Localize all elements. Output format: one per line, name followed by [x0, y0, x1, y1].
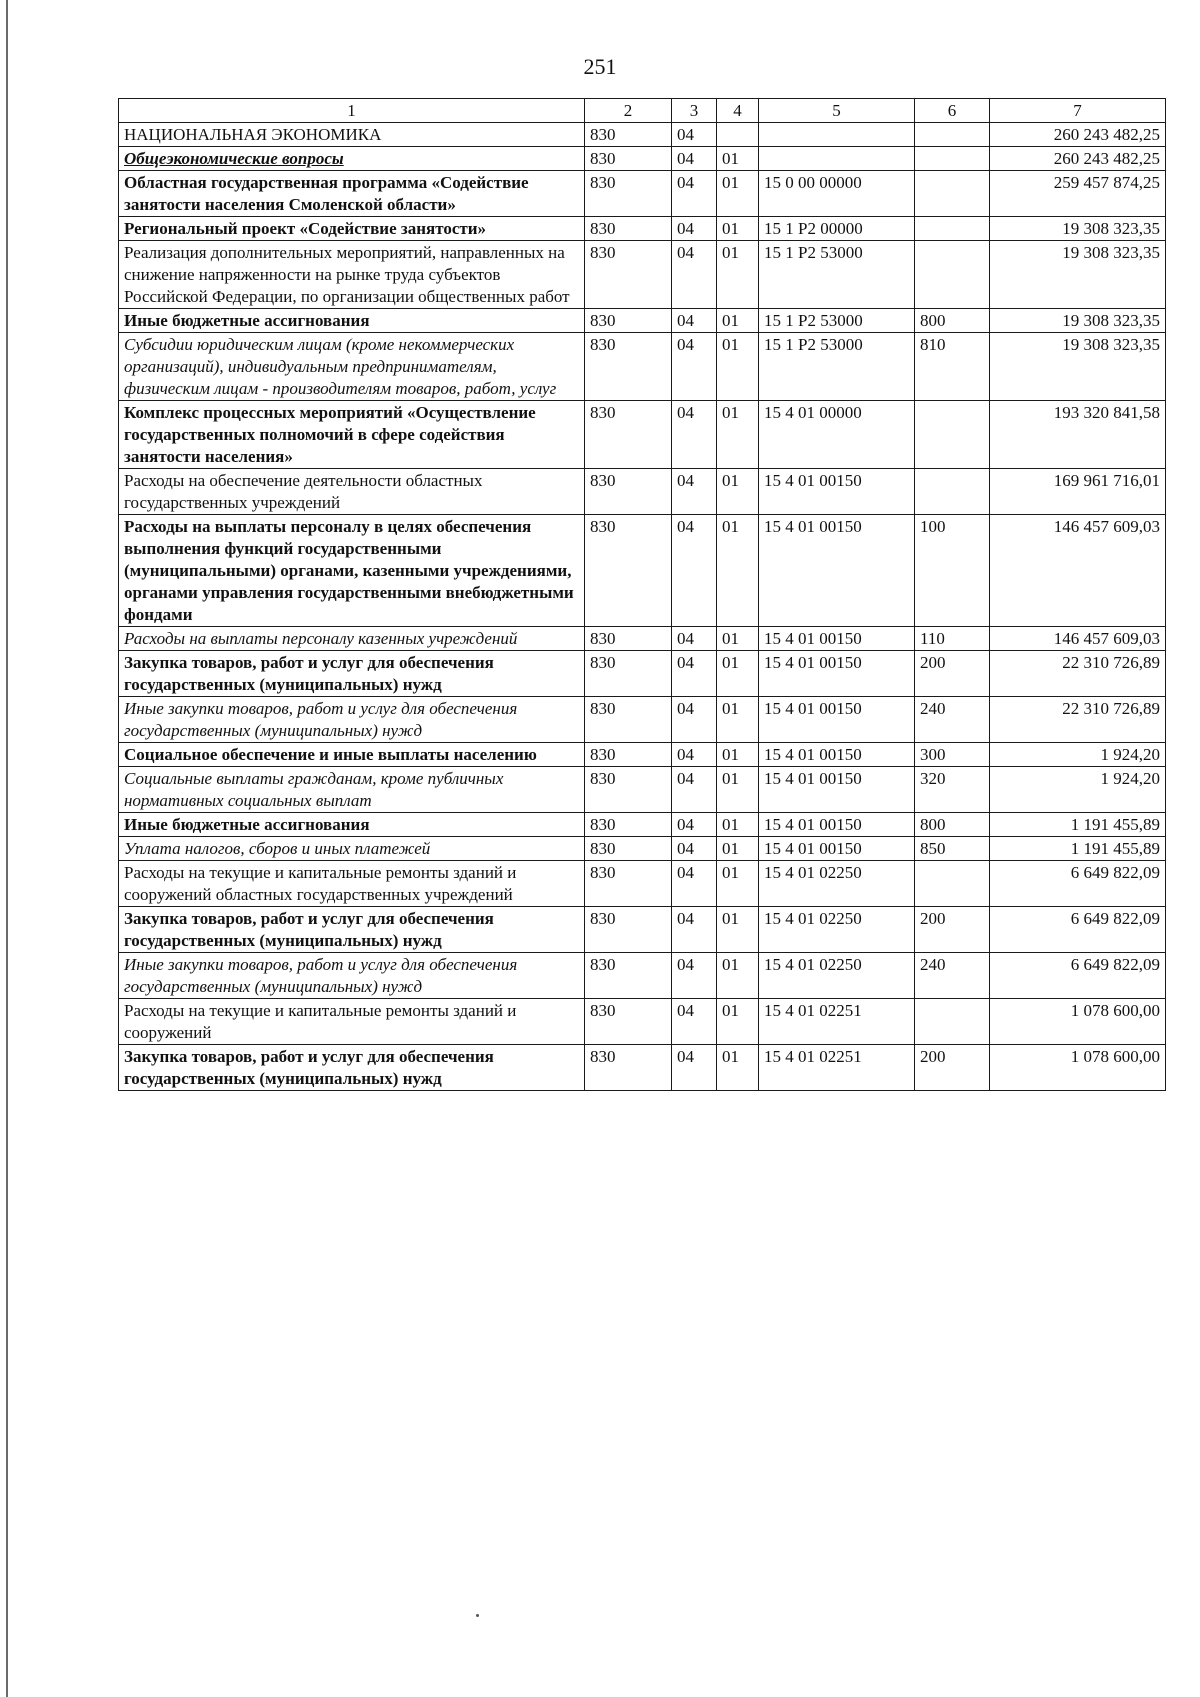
expense-type-cell: 200 — [915, 651, 990, 697]
row-name-cell: Иные закупки товаров, работ и услуг для обеспечения государственных (муниципальных) нужд — [119, 953, 585, 999]
table-row — [119, 1045, 1166, 1091]
table-row — [119, 515, 1166, 627]
expense-type-cell: 200 — [915, 907, 990, 953]
section-cell: 04 — [672, 813, 717, 837]
rzd-cell: 830 — [585, 469, 672, 515]
target-article-cell: 15 4 01 02250 — [759, 953, 915, 999]
table-row — [119, 813, 1166, 837]
header-cell: 3 — [672, 99, 717, 123]
table-row — [119, 171, 1166, 217]
section-cell: 04 — [672, 401, 717, 469]
section-cell: 04 — [672, 837, 717, 861]
amount-cell: 193 320 841,58 — [990, 401, 1166, 469]
subsection-cell: 01 — [717, 861, 759, 907]
subsection-cell: 01 — [717, 813, 759, 837]
amount-cell: 260 243 482,25 — [990, 147, 1166, 171]
subsection-cell: 01 — [717, 697, 759, 743]
table-row — [119, 767, 1166, 813]
target-article-cell: 15 1 Р2 53000 — [759, 241, 915, 309]
amount-cell: 1 191 455,89 — [990, 837, 1166, 861]
rzd-cell: 830 — [585, 123, 672, 147]
rzd-cell: 830 — [585, 333, 672, 401]
amount-cell: 169 961 716,01 — [990, 469, 1166, 515]
rzd-cell: 830 — [585, 813, 672, 837]
table-row — [119, 651, 1166, 697]
subsection-cell: 01 — [717, 743, 759, 767]
subsection-cell: 01 — [717, 469, 759, 515]
amount-cell: 19 308 323,35 — [990, 217, 1166, 241]
target-article-cell: 15 1 Р2 00000 — [759, 217, 915, 241]
section-cell: 04 — [672, 147, 717, 171]
rzd-cell: 830 — [585, 907, 672, 953]
rzd-cell: 830 — [585, 171, 672, 217]
row-name-cell: Расходы на выплаты персоналу казенных учреждений — [119, 627, 585, 651]
table-row — [119, 123, 1166, 147]
subsection-cell: 01 — [717, 171, 759, 217]
page-number: 251 — [583, 54, 617, 79]
table-row — [119, 147, 1166, 171]
expense-type-cell: 110 — [915, 627, 990, 651]
section-cell: 04 — [672, 333, 717, 401]
target-article-cell: 15 4 01 00150 — [759, 469, 915, 515]
rzd-cell: 830 — [585, 1045, 672, 1091]
table-row — [119, 743, 1166, 767]
section-cell: 04 — [672, 171, 717, 217]
table-row — [119, 627, 1166, 651]
section-cell: 04 — [672, 309, 717, 333]
rzd-cell: 830 — [585, 953, 672, 999]
section-cell: 04 — [672, 241, 717, 309]
expense-type-cell: 320 — [915, 767, 990, 813]
table-row — [119, 907, 1166, 953]
header-cell: 7 — [990, 99, 1166, 123]
amount-cell: 146 457 609,03 — [990, 627, 1166, 651]
subsection-cell: 01 — [717, 515, 759, 627]
amount-cell: 19 308 323,35 — [990, 241, 1166, 309]
row-name-cell: Уплата налогов, сборов и иных платежей — [119, 837, 585, 861]
amount-cell: 6 649 822,09 — [990, 861, 1166, 907]
subsection-cell: 01 — [717, 333, 759, 401]
section-cell: 04 — [672, 767, 717, 813]
subsection-cell: 01 — [717, 217, 759, 241]
row-name-cell: Закупка товаров, работ и услуг для обеспечения государственных (муниципальных) нужд — [119, 651, 585, 697]
amount-cell: 19 308 323,35 — [990, 333, 1166, 401]
rzd-cell: 830 — [585, 515, 672, 627]
subsection-cell — [717, 123, 759, 147]
expense-type-cell — [915, 217, 990, 241]
table-row — [119, 217, 1166, 241]
subsection-cell: 01 — [717, 837, 759, 861]
amount-cell: 260 243 482,25 — [990, 123, 1166, 147]
target-article-cell: 15 4 01 00000 — [759, 401, 915, 469]
section-cell: 04 — [672, 123, 717, 147]
amount-cell: 1 924,20 — [990, 767, 1166, 813]
target-article-cell: 15 4 01 00150 — [759, 627, 915, 651]
subsection-cell: 01 — [717, 401, 759, 469]
rzd-cell: 830 — [585, 837, 672, 861]
amount-cell: 22 310 726,89 — [990, 651, 1166, 697]
target-article-cell: 15 1 Р2 53000 — [759, 333, 915, 401]
expense-type-cell: 200 — [915, 1045, 990, 1091]
rzd-cell: 830 — [585, 743, 672, 767]
rzd-cell: 830 — [585, 241, 672, 309]
section-cell: 04 — [672, 999, 717, 1045]
subsection-cell: 01 — [717, 1045, 759, 1091]
page-left-edge — [6, 0, 8, 1697]
header-cell: 4 — [717, 99, 759, 123]
rzd-cell: 830 — [585, 999, 672, 1045]
rzd-cell: 830 — [585, 309, 672, 333]
amount-cell: 1 924,20 — [990, 743, 1166, 767]
expense-type-cell — [915, 147, 990, 171]
header-cell: 1 — [119, 99, 585, 123]
rzd-cell: 830 — [585, 651, 672, 697]
expense-type-cell — [915, 401, 990, 469]
section-cell: 04 — [672, 743, 717, 767]
row-name-cell: Иные бюджетные ассигнования — [119, 813, 585, 837]
target-article-cell: 15 4 01 02250 — [759, 907, 915, 953]
expense-type-cell: 800 — [915, 309, 990, 333]
section-cell: 04 — [672, 469, 717, 515]
row-name-cell: НАЦИОНАЛЬНАЯ ЭКОНОМИКА — [119, 123, 585, 147]
expense-type-cell — [915, 123, 990, 147]
expense-type-cell: 810 — [915, 333, 990, 401]
amount-cell: 19 308 323,35 — [990, 309, 1166, 333]
target-article-cell: 15 4 01 02250 — [759, 861, 915, 907]
rzd-cell: 830 — [585, 861, 672, 907]
target-article-cell: 15 4 01 00150 — [759, 743, 915, 767]
subsection-cell: 01 — [717, 627, 759, 651]
table-row — [119, 241, 1166, 309]
rzd-cell: 830 — [585, 147, 672, 171]
table-row — [119, 999, 1166, 1045]
target-article-cell: 15 4 01 00150 — [759, 767, 915, 813]
rzd-cell: 830 — [585, 767, 672, 813]
section-cell: 04 — [672, 697, 717, 743]
expense-type-cell — [915, 171, 990, 217]
subsection-cell: 01 — [717, 999, 759, 1045]
amount-cell: 1 191 455,89 — [990, 813, 1166, 837]
row-name-cell: Региональный проект «Содействие занятости» — [119, 217, 585, 241]
row-name-cell: Расходы на выплаты персоналу в целях обеспечения выполнения функций государственными (муниципальными) органами, казенными учреждениями, органами управления государственными внебюджетными фондами — [119, 515, 585, 627]
expense-type-cell — [915, 469, 990, 515]
budget-table — [118, 98, 1166, 1091]
table-row — [119, 333, 1166, 401]
expense-type-cell: 240 — [915, 953, 990, 999]
header-row — [119, 99, 1166, 123]
target-article-cell: 15 4 01 02251 — [759, 999, 915, 1045]
expense-type-cell: 240 — [915, 697, 990, 743]
target-article-cell: 15 4 01 00150 — [759, 515, 915, 627]
subsection-cell: 01 — [717, 651, 759, 697]
target-article-cell — [759, 123, 915, 147]
section-cell: 04 — [672, 515, 717, 627]
amount-cell: 6 649 822,09 — [990, 953, 1166, 999]
table-row — [119, 953, 1166, 999]
target-article-cell: 15 1 Р2 53000 — [759, 309, 915, 333]
expense-type-cell: 300 — [915, 743, 990, 767]
table-row — [119, 861, 1166, 907]
target-article-cell: 15 4 01 00150 — [759, 837, 915, 861]
rzd-cell: 830 — [585, 697, 672, 743]
target-article-cell: 15 4 01 00150 — [759, 697, 915, 743]
row-name-cell: Общеэкономические вопросы — [119, 147, 585, 171]
section-cell: 04 — [672, 861, 717, 907]
subsection-cell: 01 — [717, 767, 759, 813]
row-name-cell: Субсидии юридическим лицам (кроме некоммерческих организаций), индивидуальным предпринимателям, физическим лицам - производителям товаров, работ, услуг — [119, 333, 585, 401]
table-body — [119, 123, 1166, 1091]
header-cell: 2 — [585, 99, 672, 123]
section-cell: 04 — [672, 1045, 717, 1091]
row-name-cell: Областная государственная программа «Содействие занятости населения Смоленской области» — [119, 171, 585, 217]
row-name-cell: Иные бюджетные ассигнования — [119, 309, 585, 333]
section-cell: 04 — [672, 627, 717, 651]
row-name-cell: Комплекс процессных мероприятий «Осуществление государственных полномочий в сфере содействия занятости населения» — [119, 401, 585, 469]
rzd-cell: 830 — [585, 401, 672, 469]
table-row — [119, 401, 1166, 469]
target-article-cell: 15 0 00 00000 — [759, 171, 915, 217]
rzd-cell: 830 — [585, 217, 672, 241]
rzd-cell: 830 — [585, 627, 672, 651]
subsection-cell: 01 — [717, 241, 759, 309]
table-row — [119, 469, 1166, 515]
amount-cell: 1 078 600,00 — [990, 1045, 1166, 1091]
target-article-cell — [759, 147, 915, 171]
section-cell: 04 — [672, 651, 717, 697]
stray-mark — [476, 1614, 479, 1617]
expense-type-cell: 800 — [915, 813, 990, 837]
amount-cell: 259 457 874,25 — [990, 171, 1166, 217]
row-name-cell: Расходы на обеспечение деятельности областных государственных учреждений — [119, 469, 585, 515]
row-name-cell: Иные закупки товаров, работ и услуг для обеспечения государственных (муниципальных) нужд — [119, 697, 585, 743]
expense-type-cell: 100 — [915, 515, 990, 627]
row-name-cell: Реализация дополнительных мероприятий, направленных на снижение напряженности на рынке труда субъектов Российской Федерации, по организации общественных работ — [119, 241, 585, 309]
section-cell: 04 — [672, 953, 717, 999]
amount-cell: 1 078 600,00 — [990, 999, 1166, 1045]
subsection-cell: 01 — [717, 309, 759, 333]
section-cell: 04 — [672, 217, 717, 241]
row-name-cell: Социальное обеспечение и иные выплаты населению — [119, 743, 585, 767]
row-name-cell: Расходы на текущие и капитальные ремонты зданий и сооружений — [119, 999, 585, 1045]
row-name-cell: Закупка товаров, работ и услуг для обеспечения государственных (муниципальных) нужд — [119, 1045, 585, 1091]
subsection-cell: 01 — [717, 907, 759, 953]
amount-cell: 6 649 822,09 — [990, 907, 1166, 953]
table-row — [119, 837, 1166, 861]
target-article-cell: 15 4 01 00150 — [759, 651, 915, 697]
target-article-cell: 15 4 01 02251 — [759, 1045, 915, 1091]
row-name-cell: Социальные выплаты гражданам, кроме публичных нормативных социальных выплат — [119, 767, 585, 813]
amount-cell: 146 457 609,03 — [990, 515, 1166, 627]
expense-type-cell: 850 — [915, 837, 990, 861]
section-cell: 04 — [672, 907, 717, 953]
target-article-cell: 15 4 01 00150 — [759, 813, 915, 837]
header-cell: 5 — [759, 99, 915, 123]
subsection-cell: 01 — [717, 953, 759, 999]
subsection-cell: 01 — [717, 147, 759, 171]
row-name-cell: Расходы на текущие и капитальные ремонты зданий и сооружений областных государственных учреждений — [119, 861, 585, 907]
expense-type-cell — [915, 241, 990, 309]
row-name-cell: Закупка товаров, работ и услуг для обеспечения государственных (муниципальных) нужд — [119, 907, 585, 953]
header-cell: 6 — [915, 99, 990, 123]
table-row — [119, 309, 1166, 333]
expense-type-cell — [915, 999, 990, 1045]
expense-type-cell — [915, 861, 990, 907]
table-row — [119, 697, 1166, 743]
amount-cell: 22 310 726,89 — [990, 697, 1166, 743]
